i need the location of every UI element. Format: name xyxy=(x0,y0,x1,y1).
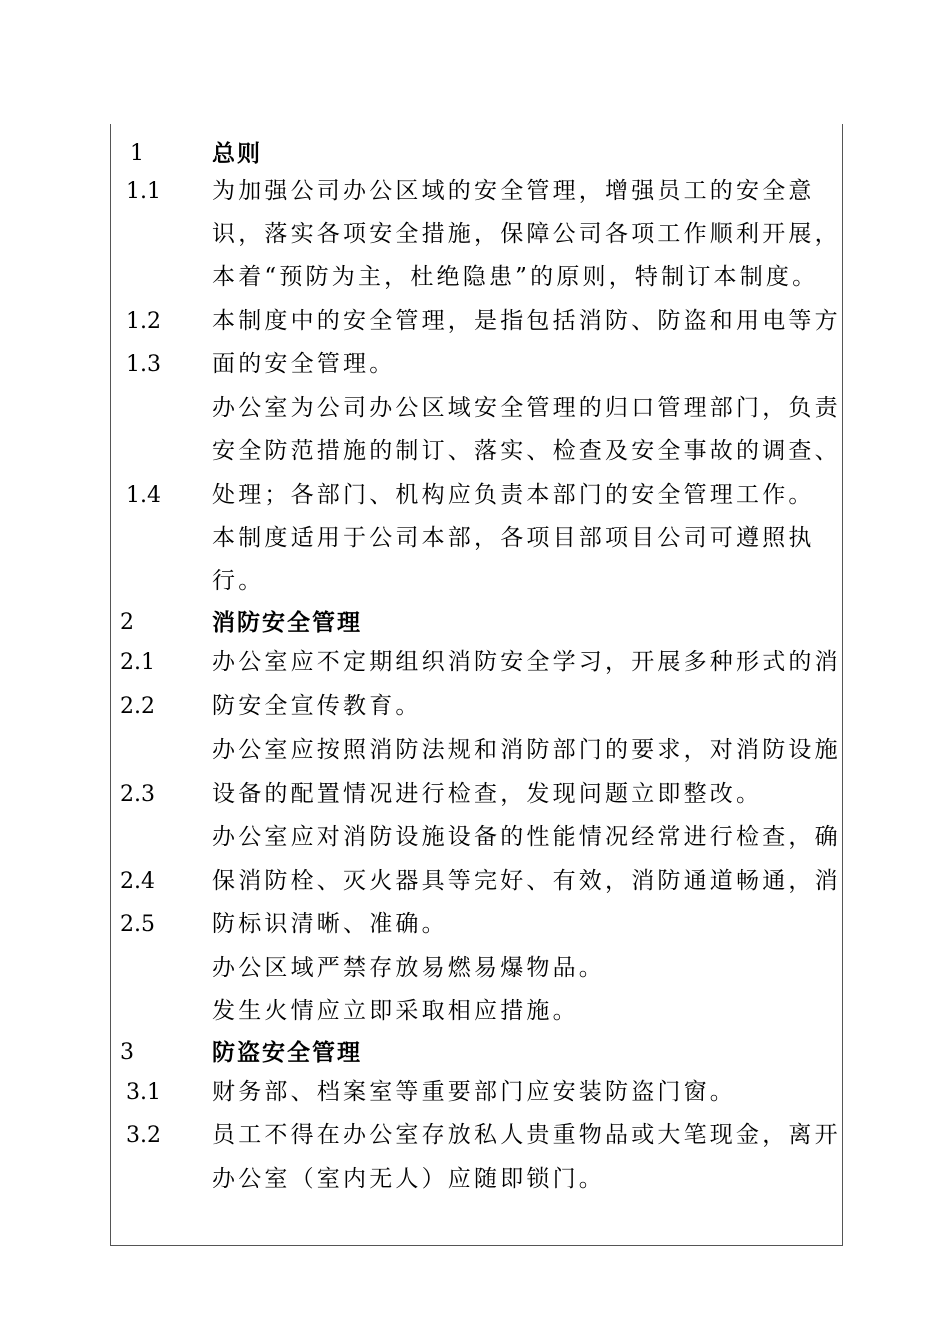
section-number: 1.1 xyxy=(126,179,161,204)
document-frame xyxy=(110,124,843,1246)
section-number: 3 xyxy=(120,1040,134,1065)
text-line: 面的安全管理。 xyxy=(212,351,396,377)
text-line: 办公室应对消防设施设备的性能情况经常进行检查，确 xyxy=(212,824,841,850)
text-line: 办公室为公司办公区域安全管理的归口管理部门，负责 xyxy=(212,395,841,421)
text-line: 本着“预防为主，杜绝隐患”的原则，特制订本制度。 xyxy=(212,264,819,290)
text-line: 设备的配置情况进行检查，发现问题立即整改。 xyxy=(212,781,763,807)
section-heading: 消防安全管理 xyxy=(212,609,362,636)
text-line: 办公室（室内无人）应随即锁门。 xyxy=(212,1166,605,1192)
text-line: 防安全宣传教育。 xyxy=(212,693,422,719)
section-number: 1 xyxy=(130,141,144,166)
text-line: 为加强公司办公区域的安全管理，增强员工的安全意 xyxy=(212,178,815,204)
section-number: 3.2 xyxy=(126,1123,161,1148)
text-line: 安全防范措施的制订、落实、检查及安全事故的调查、 xyxy=(212,438,841,464)
section-number: 2.3 xyxy=(120,782,155,807)
section-number: 1.2 xyxy=(126,309,161,334)
section-number: 2 xyxy=(120,610,134,635)
text-line: 办公区域严禁存放易燃易爆物品。 xyxy=(212,955,605,981)
text-line: 保消防栓、灭火器具等完好、有效，消防通道畅通，消 xyxy=(212,868,841,894)
section-number: 2.1 xyxy=(120,650,155,675)
section-number: 2.2 xyxy=(120,694,155,719)
text-line: 发生火情应立即采取相应措施。 xyxy=(212,998,579,1024)
section-heading: 防盗安全管理 xyxy=(212,1039,362,1066)
section-number: 2.4 xyxy=(120,869,155,894)
section-heading: 总则 xyxy=(212,140,262,167)
text-line: 防标识清晰、准确。 xyxy=(212,911,448,937)
section-number: 2.5 xyxy=(120,912,155,937)
text-line: 本制度适用于公司本部，各项目部项目公司可遵照执 xyxy=(212,525,815,551)
text-line: 行。 xyxy=(212,568,265,594)
text-line: 财务部、档案室等重要部门应安装防盗门窗。 xyxy=(212,1079,736,1105)
section-number: 3.1 xyxy=(126,1080,161,1105)
text-line: 员工不得在办公室存放私人贵重物品或大笔现金，离开 xyxy=(212,1122,841,1148)
text-line: 办公室应按照消防法规和消防部门的要求，对消防设施 xyxy=(212,737,841,763)
text-line: 本制度中的安全管理，是指包括消防、防盗和用电等方 xyxy=(212,308,841,334)
text-line: 识，落实各项安全措施，保障公司各项工作顺利开展， xyxy=(212,221,841,247)
section-number: 1.4 xyxy=(126,483,161,508)
text-line: 办公室应不定期组织消防安全学习，开展多种形式的消 xyxy=(212,649,841,675)
section-number: 1.3 xyxy=(126,352,161,377)
text-line: 处理；各部门、机构应负责本部门的安全管理工作。 xyxy=(212,482,815,508)
